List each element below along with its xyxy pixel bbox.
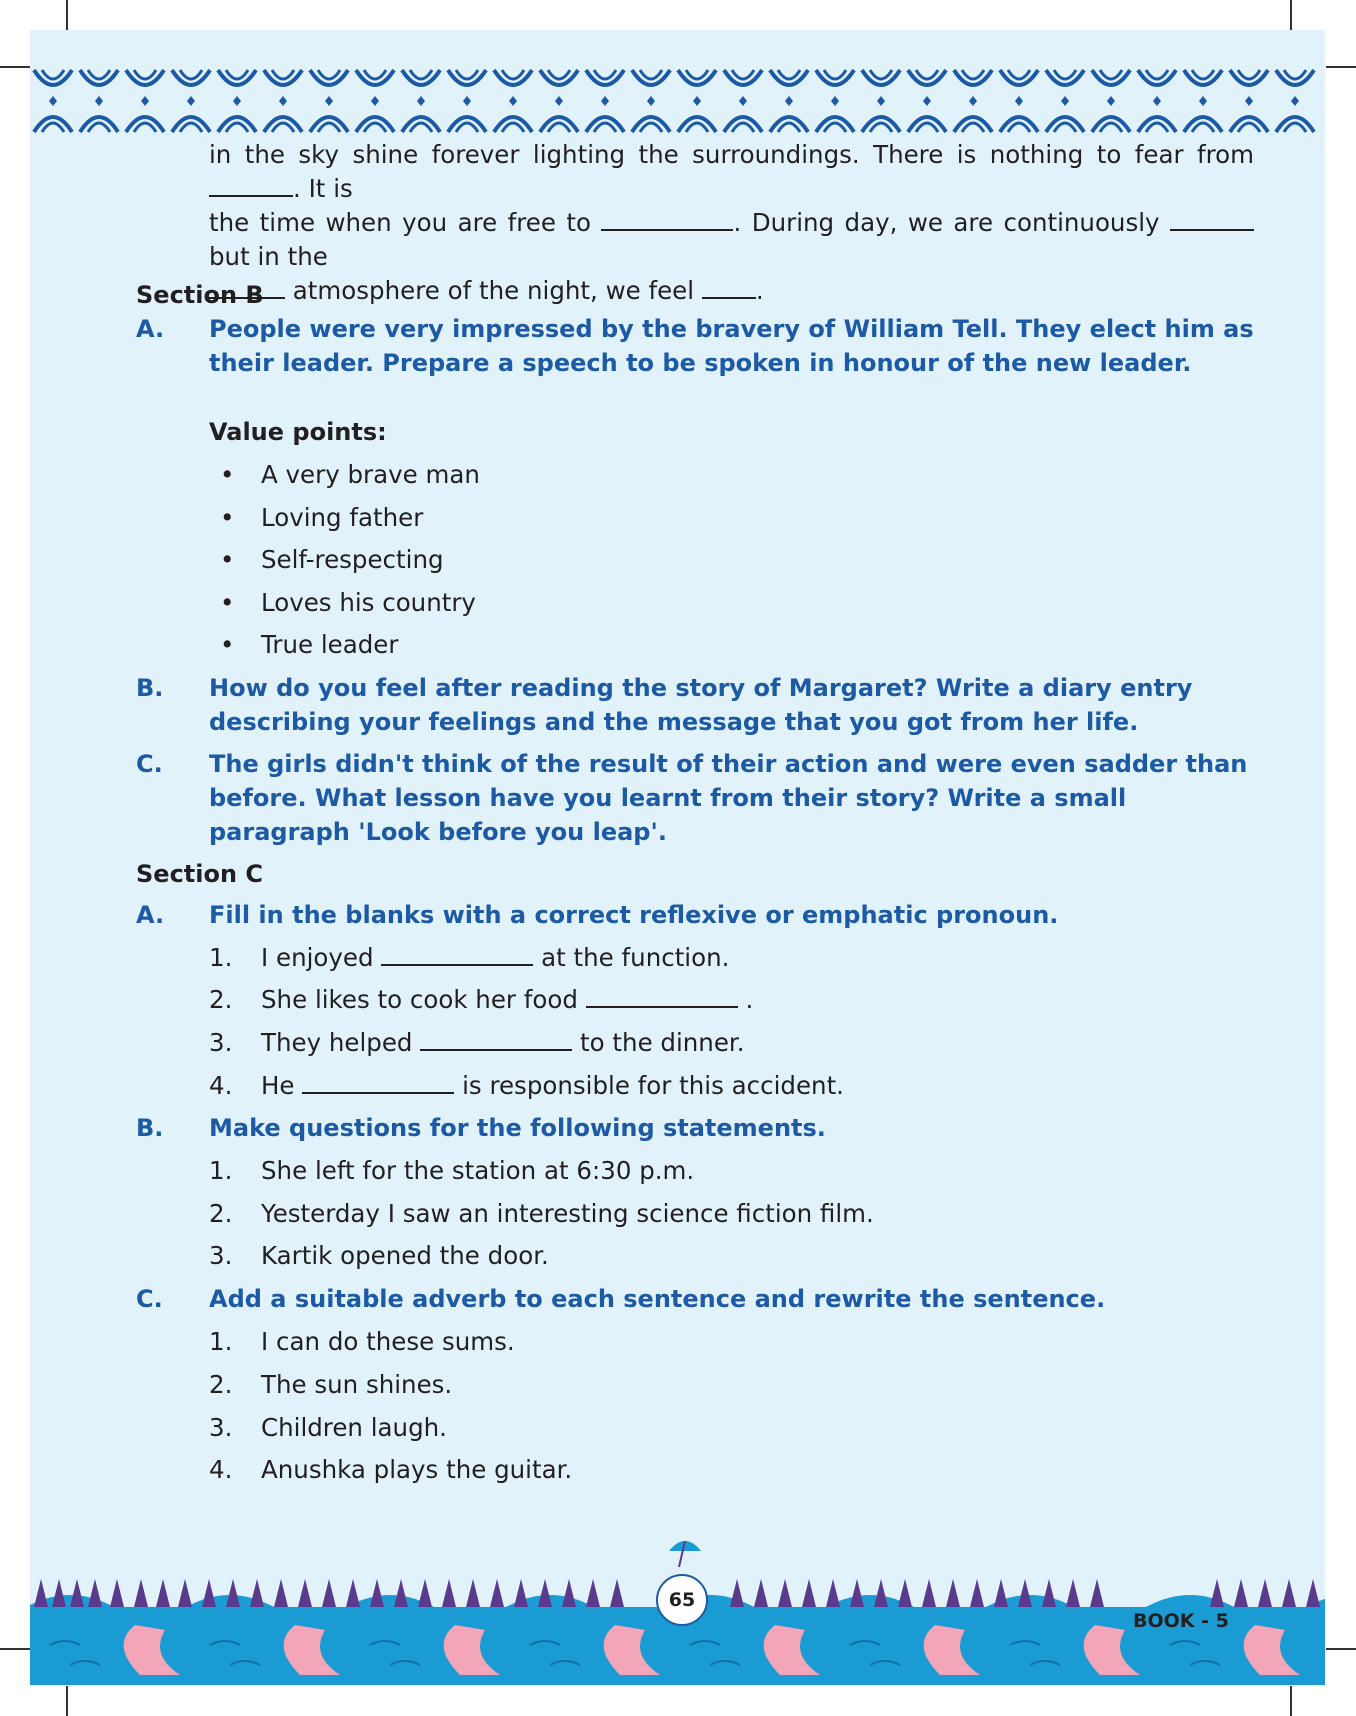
answer-blank[interactable] <box>302 1070 454 1094</box>
workbook-page <box>30 30 1325 1685</box>
list-item <box>209 1325 515 1359</box>
bullet-text: True leader <box>261 630 399 659</box>
question-letter: C. <box>136 750 163 778</box>
question-text: The girls didn't think of the result of their action and were even sadder than before. What lesson have you learnt from their story? Write a small paragraph 'Look before you leap'. <box>209 750 1248 846</box>
list-item <box>209 1368 452 1402</box>
item-text: is responsible for this accident. <box>462 1071 844 1100</box>
bullet-icon: • <box>220 503 235 532</box>
item-text: He <box>261 1071 295 1100</box>
para-text: but in the <box>209 242 328 271</box>
item-number: 3. <box>209 1028 233 1057</box>
item-text: I enjoyed <box>261 943 374 972</box>
crop-mark <box>1290 1686 1292 1716</box>
question-letter: A. <box>136 315 165 343</box>
para-text: . <box>755 276 764 305</box>
para-text: . During day, we are continuously <box>733 208 1160 237</box>
item-number: 3. <box>209 1413 233 1442</box>
item-text: at the function. <box>541 943 730 972</box>
answer-blank[interactable] <box>601 207 733 231</box>
crop-mark <box>1326 66 1356 68</box>
item-number: 2. <box>209 985 233 1014</box>
list-item <box>209 1411 447 1445</box>
question-letter: B. <box>136 1114 164 1142</box>
list-item <box>209 941 729 975</box>
question-text: Add a suitable adverb to each sentence and rewrite the sentence. <box>209 1285 1106 1313</box>
para-text: . It is <box>293 174 353 203</box>
crop-mark <box>0 66 30 68</box>
bullet-text: Loving father <box>261 503 424 532</box>
list-item <box>209 983 753 1017</box>
item-text: Anushka plays the guitar. <box>261 1455 573 1484</box>
item-text: They helped <box>261 1028 413 1057</box>
page-number: 65 <box>656 1574 708 1626</box>
question-text: Make questions for the following statements. <box>209 1114 826 1142</box>
answer-blank[interactable] <box>586 984 738 1008</box>
bullet-icon: • <box>220 460 235 489</box>
list-item <box>209 1154 694 1188</box>
list-item <box>209 1239 549 1273</box>
crop-mark <box>0 1648 30 1650</box>
item-text: She likes to cook her food <box>261 985 578 1014</box>
answer-blank[interactable] <box>702 275 756 299</box>
crop-mark <box>1290 0 1292 30</box>
crop-mark <box>66 1686 68 1716</box>
answer-blank[interactable] <box>1170 207 1254 231</box>
item-text: . <box>745 985 754 1014</box>
continuation-paragraph <box>209 138 1254 308</box>
item-text: Yesterday I saw an interesting science fiction film. <box>261 1199 874 1228</box>
bullet-text: A very brave man <box>261 460 480 489</box>
list-item <box>209 1069 844 1103</box>
section-c-title: Section C <box>136 860 264 888</box>
bullet-icon: • <box>220 545 235 574</box>
para-text: atmosphere of the night, we feel <box>292 276 695 305</box>
crop-mark <box>1326 1648 1356 1650</box>
bullet-icon: • <box>220 630 235 659</box>
question-letter: A. <box>136 901 165 929</box>
para-text: in the sky shine forever lighting the surroundings. There is nothing to fear from <box>209 140 1254 169</box>
list-item <box>209 1197 874 1231</box>
item-number: 4. <box>209 1071 233 1100</box>
book-label: BOOK - 5 <box>1133 1610 1229 1632</box>
crop-mark <box>66 0 68 30</box>
item-text: I can do these sums. <box>261 1327 515 1356</box>
question-text: How do you feel after reading the story of Margaret? Write a diary entry describing your feelings and the message that you got from her life. <box>209 674 1193 736</box>
item-number: 3. <box>209 1241 233 1270</box>
question-text: People were very impressed by the bravery of William Tell. They elect him as their leader. Prepare a speech to be spoken in honour of the new leader. <box>209 315 1254 377</box>
item-number: 1. <box>209 1327 233 1356</box>
bullet-text: Self-respecting <box>261 545 444 574</box>
list-item <box>209 1453 572 1487</box>
item-text: Children laugh. <box>261 1413 447 1442</box>
section-b-title: Section B <box>136 281 264 309</box>
answer-blank[interactable] <box>381 942 533 966</box>
bullet-text: Loves his country <box>261 588 476 617</box>
question-text: Fill in the blanks with a correct reflexive or emphatic pronoun. <box>209 901 1059 929</box>
list-item <box>209 1026 745 1060</box>
question-letter: B. <box>136 674 164 702</box>
item-number: 2. <box>209 1199 233 1228</box>
value-points-label: Value points: <box>209 418 387 446</box>
answer-blank[interactable] <box>420 1027 572 1051</box>
question-letter: C. <box>136 1285 163 1313</box>
decorative-top-border <box>30 60 1325 140</box>
answer-blank[interactable] <box>209 173 293 197</box>
item-text: Kartik opened the door. <box>261 1241 549 1270</box>
bullet-icon: • <box>220 588 235 617</box>
item-text: The sun shines. <box>261 1370 453 1399</box>
item-text: to the dinner. <box>580 1028 745 1057</box>
para-text: the time when you are free to <box>209 208 592 237</box>
item-number: 1. <box>209 1156 233 1185</box>
item-number: 1. <box>209 943 233 972</box>
item-number: 4. <box>209 1455 233 1484</box>
item-number: 2. <box>209 1370 233 1399</box>
item-text: She left for the station at 6:30 p.m. <box>261 1156 695 1185</box>
